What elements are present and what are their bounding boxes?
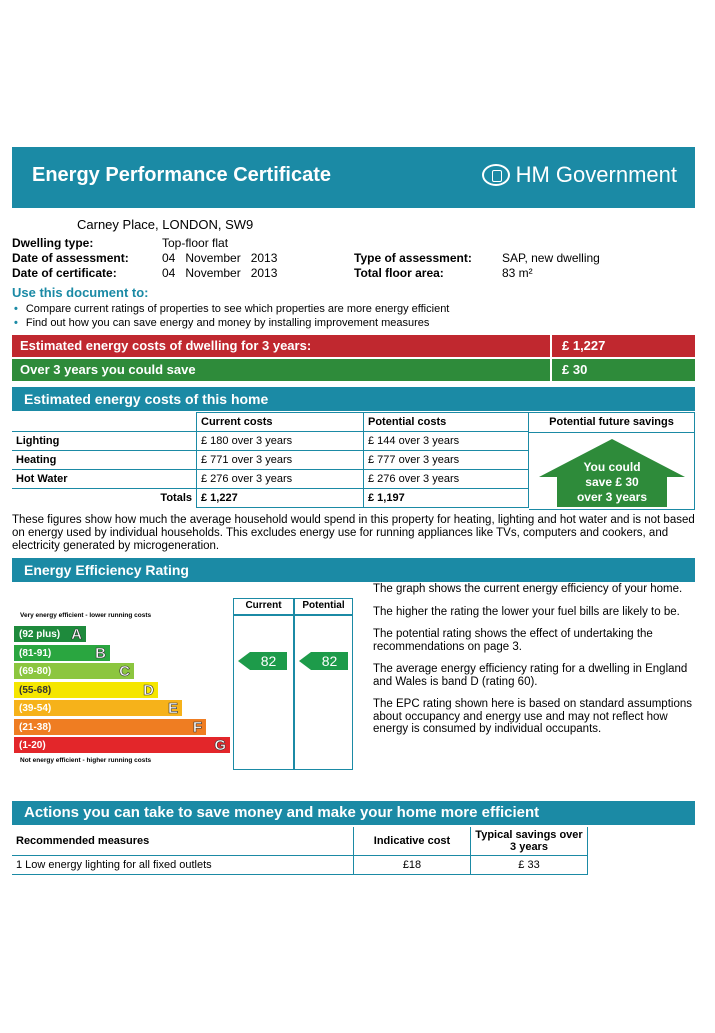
- rating-band-d: [14, 682, 158, 698]
- assessment-type-label: Type of assessment:: [354, 251, 472, 265]
- savings-line: save £ 30: [585, 475, 639, 489]
- current-rating-arrow: 82: [250, 652, 287, 670]
- measure-cost: £18: [354, 856, 471, 875]
- potential-cost: £ 777 over 3 years: [364, 451, 529, 470]
- savings-bar: [12, 359, 695, 381]
- band-range: (81-91): [19, 647, 52, 659]
- certificate-date-label: Date of certificate:: [12, 266, 117, 280]
- future-savings-header: Potential future savings: [529, 413, 694, 433]
- table-header: Recommended measures: [12, 827, 354, 856]
- rating-section-title: Energy Efficiency Rating: [12, 558, 695, 582]
- totals-label: Totals: [12, 489, 197, 508]
- rating-paragraph: The EPC rating shown here is based on standard assumptions about occupancy and energy use and may not reflect how energy is consumed by individual occupants.: [373, 698, 692, 735]
- rating-band-a: [14, 626, 86, 642]
- dwelling-type-label: Dwelling type:: [12, 236, 94, 250]
- potential-cost: £ 144 over 3 years: [364, 432, 529, 451]
- future-savings-panel: [529, 412, 695, 510]
- epc-header: [12, 147, 695, 208]
- list-item: • Compare current ratings of properties to see which properties are more energy efficient: [14, 302, 449, 316]
- current-cost: £ 276 over 3 years: [197, 470, 364, 489]
- band-letter: A: [71, 626, 82, 643]
- table-header-row: [12, 413, 529, 432]
- row-label: Hot Water: [12, 470, 197, 489]
- band-range: (1-20): [19, 740, 46, 751]
- rating-band-c: [14, 663, 134, 679]
- band-range: (21-38): [19, 721, 52, 733]
- actions-table: [12, 827, 588, 875]
- table-header: Potential costs: [364, 413, 529, 432]
- page-title: Energy Performance Certificate: [32, 164, 332, 186]
- rating-explanation: [373, 583, 695, 746]
- assessment-date-value: 04 November 2013: [162, 251, 278, 265]
- table-row: [12, 856, 588, 875]
- assessment-date-label: Date of assessment:: [12, 251, 129, 265]
- dwelling-type-value: Top-floor flat: [162, 236, 229, 250]
- table-header: Current costs: [197, 413, 364, 432]
- band-range: (39-54): [19, 703, 52, 714]
- table-header: Typical savings over 3 years: [471, 827, 588, 856]
- measure-savings: £ 33: [471, 856, 588, 875]
- use-document-title: Use this document to:: [12, 285, 149, 300]
- total-potential: £ 1,197: [364, 489, 529, 508]
- estimated-cost-value: £ 1,227: [550, 335, 695, 357]
- table-header: [12, 413, 197, 432]
- current-cost: £ 771 over 3 years: [197, 451, 364, 470]
- assessment-type-value: SAP, new dwelling: [502, 251, 600, 265]
- band-letter: F: [192, 718, 202, 736]
- savings-label: Over 3 years you could save: [20, 362, 196, 377]
- costs-table: [12, 412, 529, 508]
- estimated-cost-label: Estimated energy costs of dwelling for 3 years:: [20, 338, 312, 353]
- totals-row: [12, 489, 529, 508]
- rating-band-g: [14, 737, 230, 753]
- rating-paragraph: The graph shows the current energy efficiency of your home.: [373, 583, 683, 595]
- potential-column-label: Potential: [302, 600, 345, 611]
- column-header-divider: [234, 614, 352, 616]
- current-cost: £ 180 over 3 years: [197, 432, 364, 451]
- savings-line: You could: [583, 460, 641, 474]
- certificate-date-value: 04 November 2013: [162, 266, 278, 280]
- floor-area-value: 83 m²: [502, 266, 533, 280]
- row-label: Heating: [12, 451, 197, 470]
- band-letter: C: [119, 663, 130, 680]
- band-letter: G: [214, 737, 226, 754]
- table-row: [12, 432, 529, 451]
- rating-band-f: [14, 719, 206, 735]
- total-current: £ 1,227: [197, 489, 364, 508]
- costs-section-title: Estimated energy costs of this home: [12, 387, 695, 411]
- table-header-row: [12, 827, 588, 856]
- potential-rating-arrow: 82: [311, 652, 348, 670]
- band-range: (92 plus): [19, 629, 61, 640]
- use-document-list: [14, 302, 449, 330]
- rating-band-e: [14, 700, 182, 716]
- table-header: Indicative cost: [354, 827, 471, 856]
- row-label: Lighting: [12, 432, 197, 451]
- list-item: • Find out how you can save energy and money by installing improvement measures: [14, 316, 449, 330]
- rating-band-b: [14, 645, 110, 661]
- actions-section-title: Actions you can take to save money and make your home more efficient: [12, 801, 695, 825]
- band-range: (55-68): [19, 684, 52, 696]
- band-range: (69-80): [19, 666, 52, 677]
- table-row: [12, 470, 529, 489]
- column-divider: [293, 599, 295, 769]
- current-column-label: Current: [245, 600, 282, 611]
- inefficient-label: Not energy efficient - higher running costs: [20, 757, 152, 764]
- potential-cost: £ 276 over 3 years: [364, 470, 529, 489]
- band-letter: D: [143, 681, 154, 699]
- band-letter: E: [167, 700, 178, 717]
- hm-government-logo: [482, 162, 677, 188]
- band-letter: B: [95, 644, 106, 662]
- measure-name: 1 Low energy lighting for all fixed outlets: [12, 856, 354, 875]
- rating-paragraph: The average energy efficiency rating for a dwelling in England and Wales is band D (rating 60).: [373, 663, 688, 688]
- rating-paragraph: The potential rating shows the effect of undertaking the recommendations on page 3.: [373, 628, 653, 653]
- savings-value: £ 30: [550, 359, 695, 381]
- rating-columns: [233, 598, 353, 770]
- costs-note: These figures show how much the average household would spend in this property for heating, lighting and hot water and is not based on energy used by individual households. This excludes energy use for running appliances like TVs, computers and cookers, and electricity generated by microgeneration.: [12, 514, 695, 552]
- royal-crest-icon: [482, 164, 510, 186]
- property-address: Carney Place, LONDON, SW9: [77, 217, 254, 232]
- table-row: [12, 451, 529, 470]
- estimated-cost-bar: [12, 335, 695, 357]
- efficient-label: Very energy efficient - lower running costs: [20, 612, 152, 619]
- savings-house-text: [537, 460, 687, 505]
- hm-government-text: HM Government: [515, 162, 677, 187]
- savings-line: over 3 years: [576, 490, 648, 504]
- rating-paragraph: The higher the rating the lower your fuel bills are likely to be.: [373, 605, 680, 618]
- floor-area-label: Total floor area:: [354, 266, 444, 280]
